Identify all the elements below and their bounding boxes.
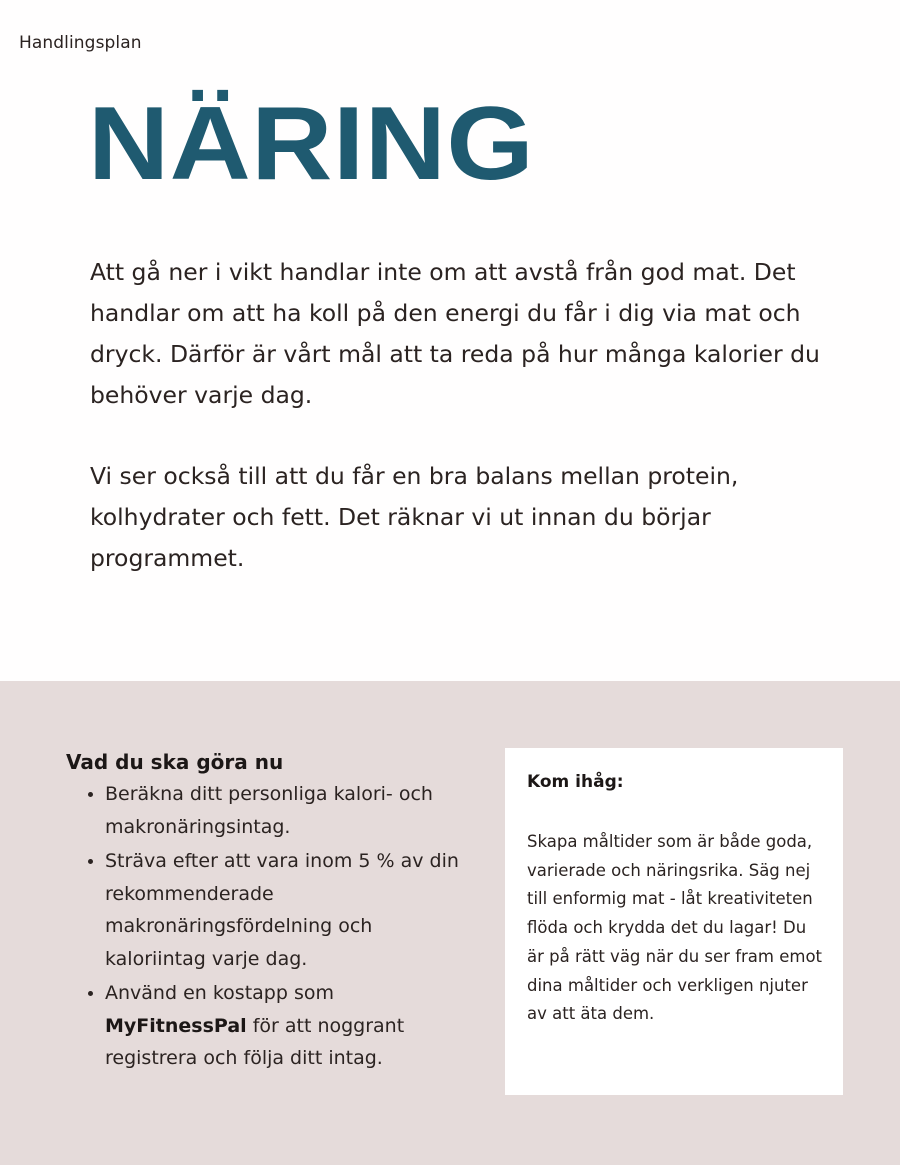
todo-item-text: Använd en kostapp som — [105, 982, 334, 1004]
todo-list — [66, 778, 466, 1075]
remember-card — [505, 748, 843, 1095]
todo-item: • Sträva efter att vara inom 5 % av din rekommenderade makronäringsfördelning och kaloriintag varje dag. — [105, 845, 466, 975]
app-name: MyFitnessPal — [105, 1014, 247, 1037]
todo-item — [105, 977, 466, 1075]
remember-heading: Kom ihåg: — [527, 772, 624, 792]
intro-text — [90, 252, 830, 619]
intro-paragraph: Att gå ner i vikt handlar inte om att avstå från god mat. Det handlar om att ha koll på den energi du får i dig via mat och dryck. Därför är vårt mål att ta reda på hur många kalorier du behöver varje dag. — [90, 258, 820, 409]
todo-item: • Beräkna ditt personliga kalori- och makronäringsintag. — [105, 778, 466, 843]
remember-text: Skapa måltider som är både goda, varierade och näringsrika. Säg nej till enformig mat - låt kreativiteten flöda och krydda det du lagar! Du är på rätt väg när du ser fram emot dina måltider och verkligen njuter av att äta dem. — [527, 832, 823, 1024]
todo-section — [66, 748, 466, 1077]
todo-heading: Vad du ska göra nu — [66, 750, 284, 774]
document-label: Handlingsplan — [19, 33, 142, 53]
page-title: NÄRING — [88, 86, 535, 202]
todo-item-text: för att noggrant registrera och följa ditt intag. — [105, 1014, 405, 1069]
intro-paragraph: Vi ser också till att du får en bra balans mellan protein, kolhydrater och fett. Det räknar vi ut innan du börjar programmet. — [90, 462, 739, 572]
